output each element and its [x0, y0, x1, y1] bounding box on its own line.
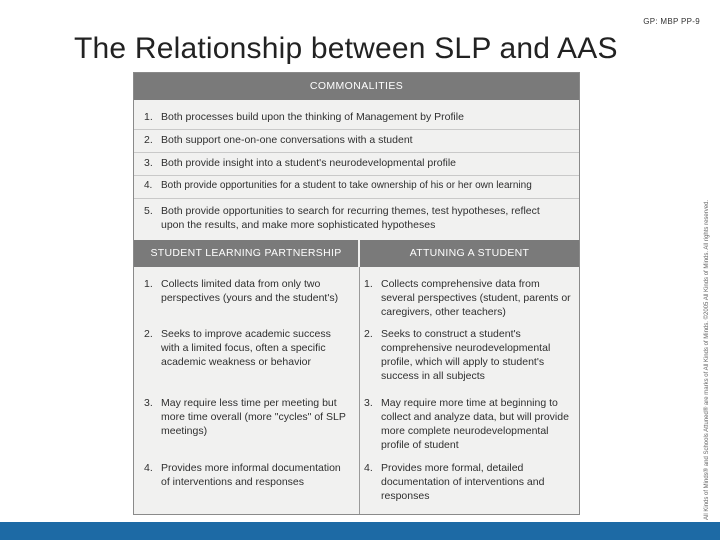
column-divider	[359, 267, 360, 514]
row-divider	[134, 198, 579, 199]
commonalities-header: COMMONALITIES	[134, 73, 579, 100]
row-divider	[134, 129, 579, 130]
slide-title: The Relationship between SLP and AAS	[74, 32, 618, 65]
comparison-table: COMMONALITIES 1. Both processes build upon the thinking of Management by Profile 2. Both support one-on-one conversations with a student 3. Both provide insight into a student's neurodevelopmental profile 4. Both provide opportunities for a student to take ownership of his or her own learning 5. Both provide opportunities to search for recurring themes, test hypotheses, reflect upon the results, and make more sophisticated hypotheses STUDENT LEARNING PARTNERSHIP ATTUNING A STUDENT 1. Collects limited data from only two perspectives (yours and the student's) 2. Seeks to improve academic success with a limited focus, often a specific academic weakness or behavior 3. May require less time per meeting but more time overall (more "cycles" of SLP meetings) 4. Provides more informal documentation of interventions and responses 1. Collects comprehensive data from several perspectives (student, parents or caregivers, other teachers) 2. Seeks to construct a student's comprehensive neurodevelopmental profile, which will apply to student's success in all subjects 3. May require more time at beginning to collect and analyze data, but will provide more complete neurodevelopmental profile of student 4. Provides more formal, detailed documentation of interventions and responses	[133, 72, 580, 515]
copyright-side-text: All Kinds of Minds® and Schools Attuned® are marks of All Kinds of Minds. ©2005 All Kinds of Minds. All rights reserved.	[704, 199, 710, 520]
row-divider	[134, 152, 579, 153]
row-divider	[134, 175, 579, 176]
footer-bar	[0, 522, 720, 540]
slp-column-header: STUDENT LEARNING PARTNERSHIP	[134, 240, 358, 267]
aas-column-header: ATTUNING A STUDENT	[360, 240, 579, 267]
slide-code: GP: MBP PP-9	[643, 17, 700, 26]
